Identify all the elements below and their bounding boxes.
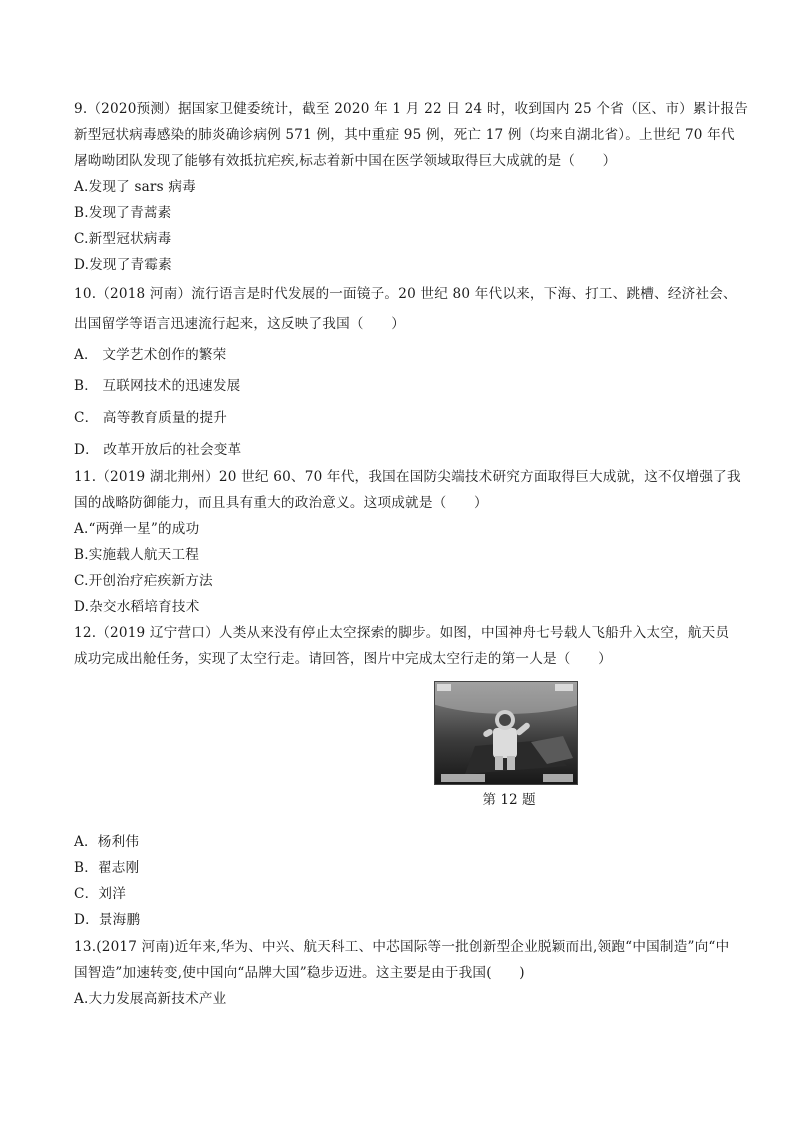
q11-option-c: C.开创治疗疟疾新方法 bbox=[74, 573, 213, 589]
q9-option-d: D.发现了青霉素 bbox=[74, 257, 172, 273]
q9-stem-line-1: 9.（2020预测）据国家卫健委统计，截至 2020 年 1 月 22 日 24 时，收到国内 25 个省（区、市）累计报告 bbox=[74, 101, 749, 117]
q9-stem-line-2: 新型冠状病毒感染的肺炎确诊病例 571 例，其中重症 95 例，死亡 17 例（均来自湖北省）。上世纪 70 年代 bbox=[74, 127, 735, 143]
q12-option-b: B．翟志刚 bbox=[74, 860, 140, 876]
q11-option-a: A.“两弹一星”的成功 bbox=[74, 521, 200, 537]
figure-caption: 第 12 题 bbox=[482, 792, 536, 808]
q9-stem-line-3: 屠呦呦团队发现了能够有效抵抗疟疾,标志着新中国在医学领域取得巨大成就的是（ ） bbox=[74, 153, 617, 169]
q13-stem-line-2: 国智造”加速转变,使中国向“品牌大国”稳步迈进。这主要是由于我国( ) bbox=[74, 965, 525, 981]
q11-option-d: D.杂交水稻培育技术 bbox=[74, 599, 200, 615]
q9-option-a: A.发现了 sars 病毒 bbox=[74, 179, 196, 195]
q11-stem-line-2: 国的战略防御能力，而且具有重大的政治意义。这项成就是（ ） bbox=[74, 495, 488, 511]
spacewalk-photo bbox=[434, 681, 578, 785]
q11-stem-line-1: 11.（2019 湖北荆州）20 世纪 60、70 年代，我国在国防尖端技术研究方面取得巨大成就，这不仅增强了我 bbox=[74, 469, 741, 485]
q13-stem-line-1: 13.(2017 河南)近年来,华为、中兴、航天科工、中芯国际等一批创新型企业脱颖而出,领跑“中国制造”向“中 bbox=[74, 939, 730, 955]
q9-option-b: B.发现了青蒿素 bbox=[74, 205, 172, 221]
q10-stem-line-1: 10.（2018 河南）流行语言是时代发展的一面镜子。20 世纪 80 年代以来，下海、打工、跳槽、经济社会、 bbox=[74, 286, 737, 302]
q12-stem-line-2: 成功完成出舱任务，实现了太空行走。请回答，图片中完成太空行走的第一人是（ ） bbox=[74, 651, 612, 667]
q10-stem-line-2: 出国留学等语言迅速流行起来，这反映了我国（ ） bbox=[74, 316, 406, 332]
q9-option-c: C.新型冠状病毒 bbox=[74, 231, 172, 247]
q12-option-a: A．杨利伟 bbox=[74, 834, 140, 850]
q12-option-c: C．刘洋 bbox=[74, 886, 126, 902]
q13-option-a: A.大力发展高新技术产业 bbox=[74, 991, 227, 1007]
q11-option-b: B.实施载人航天工程 bbox=[74, 547, 200, 563]
q12-stem-line-1: 12.（2019 辽宁营口）人类从来没有停止太空探索的脚步。如图，中国神舟七号载人飞船升入太空，航天员 bbox=[74, 625, 730, 641]
q12-option-d: D．景海鹏 bbox=[74, 912, 141, 928]
q10-option-c: C． 高等教育质量的提升 bbox=[74, 410, 228, 426]
q10-option-a: A． 文学艺术创作的繁荣 bbox=[74, 347, 227, 363]
q10-option-b: B． 互联网技术的迅速发展 bbox=[74, 378, 241, 394]
q10-option-d: D． 改革开放后的社会变革 bbox=[74, 442, 242, 458]
